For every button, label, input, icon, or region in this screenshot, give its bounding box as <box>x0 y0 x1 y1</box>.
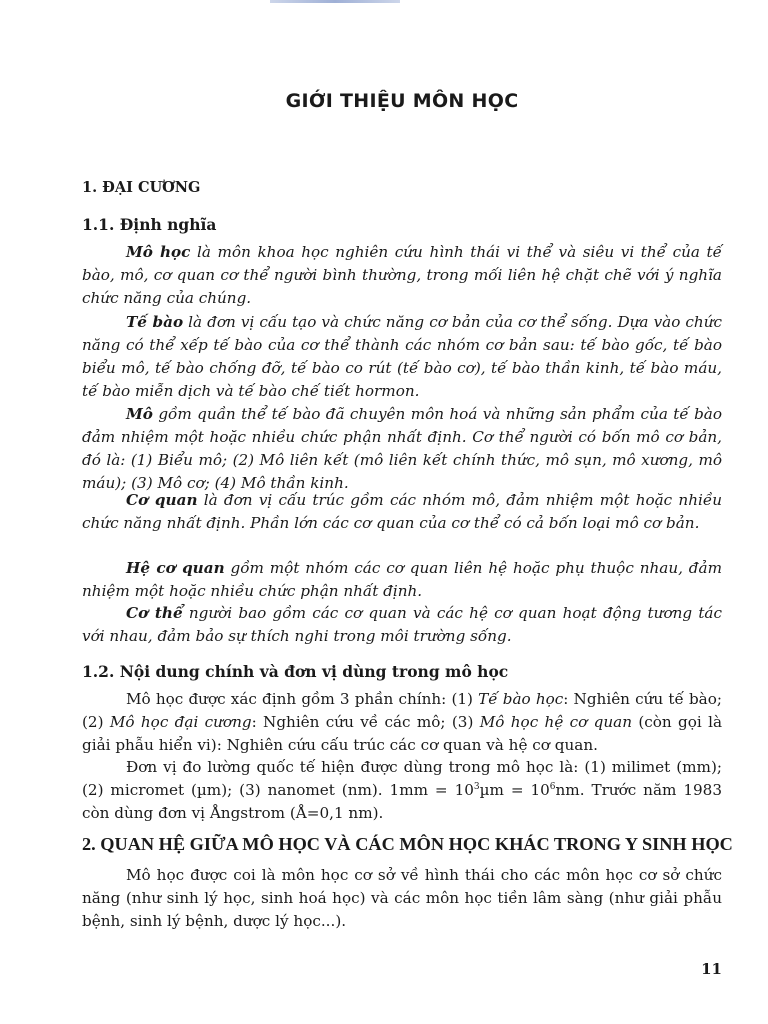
text: là đơn vị cấu trúc gồm các nhóm mô, đảm nhiệm một hoặc nhiều chức năng nhất định. Phần lớn các cơ quan của cơ thể có cả bốn loại mô cơ bản. <box>82 491 722 532</box>
paragraph-noi-dung <box>82 688 722 757</box>
term: Mô <box>126 405 153 423</box>
paragraph-he-co-quan <box>82 557 722 603</box>
text: nm. Trước năm 1983 còn dùng đơn vị Ångstrom (Å=0,1 nm). <box>82 781 722 822</box>
text: người bao gồm các cơ quan và các hệ cơ quan hoạt động tương tác với nhau, đảm bảo sự thích nghi trong môi trường sống. <box>82 604 722 645</box>
page-number: 11 <box>701 960 722 978</box>
term: Hệ cơ quan <box>126 559 225 577</box>
exponent: 3 <box>473 781 480 792</box>
text: gồm một nhóm các cơ quan liên hệ hoặc phụ thuộc nhau, đảm nhiệm một hoặc nhiều chức phận nhất định. <box>82 559 722 600</box>
paragraph-co-the <box>82 602 722 648</box>
term: Cơ thể <box>126 604 183 622</box>
term: Tế bào học <box>478 690 564 708</box>
scan-mark <box>270 0 400 3</box>
text: : Nghiên cứu tế bào; (2) <box>82 690 722 731</box>
text: gồm quần thể tế bào đã chuyên môn hoá và những sản phẩm của tế bào đảm nhiệm một hoặc nhiều chức phận nhất định. Cơ thể người có bốn mô cơ bản, đó là: (1) Biểu mô; (2) Mô liên kết (mô liên kết chính thức, mô sụn, mô xương, mô máu); (3) Mô cơ; (4) Mô thần kinh. <box>82 405 722 492</box>
text: là môn khoa học nghiên cứu hình thái vi thể và siêu vi thể của tế bào, mô, cơ quan cơ thể người bình thường, trong mối liên hệ chặt chẽ với ý nghĩa chức năng của chúng. <box>82 243 722 307</box>
page-title: GIỚI THIỆU MÔN HỌC <box>285 90 519 112</box>
section-1-2-heading: 1.2. Nội dung chính và đơn vị dùng trong mô học <box>82 662 509 681</box>
term: Mô học đại cương <box>109 713 252 731</box>
term: Mô học hệ cơ quan <box>479 713 632 731</box>
paragraph-te-bao <box>82 311 722 403</box>
paragraph-co-quan <box>82 489 722 535</box>
paragraph-mo-hoc <box>82 241 722 310</box>
text: (còn gọi là giải phẫu hiển vi): Nghiên cứu cấu trúc các cơ quan và hệ cơ quan. <box>82 713 722 754</box>
term: Cơ quan <box>126 491 198 509</box>
paragraph-don-vi <box>82 756 722 825</box>
text: : Nghiên cứu về các mô; (3) <box>251 713 480 731</box>
text: Đơn vị đo lường quốc tế hiện được dùng trong mô học là: (1) milimet (mm); (2) micromet (µm); (3) nanomet (nm). 1mm = 10 <box>82 758 722 799</box>
section-2-heading: 2. QUAN HỆ GIỮA MÔ HỌC VÀ CÁC MÔN HỌC KHÁC TRONG Y SINH HỌC <box>82 834 733 854</box>
section-1-heading: 1. ĐẠI CƯƠNG <box>82 179 201 196</box>
text: là đơn vị cấu tạo và chức năng cơ bản của cơ thể sống. Dựa vào chức năng có thể xếp tế bào của cơ thể thành các nhóm cơ bản sau: tế bào gốc, tế bào biểu mô, tế bào chống đỡ, tế bào co rút (tế bào cơ), tế bào thần kinh, tế bào máu, tế bào miễn dịch và tế bào chế tiết hormon. <box>82 313 722 400</box>
text: µm = 10 <box>479 781 550 799</box>
paragraph-mo <box>82 403 722 495</box>
paragraph-quan-he: Mô học được coi là môn học cơ sở về hình thái cho các môn học cơ sở chức năng (như sinh lý học, sinh hoá học) và các môn học tiền lâm sàng (như giải phẫu bệnh, sinh lý bệnh, dược lý học...). <box>82 866 722 930</box>
exponent: 6 <box>549 781 556 792</box>
term: Tế bào <box>126 313 184 331</box>
section-1-1-heading: 1.1. Định nghĩa <box>82 215 217 234</box>
text: Mô học được xác định gồm 3 phần chính: (1) <box>126 690 479 708</box>
term: Mô học <box>126 243 191 261</box>
